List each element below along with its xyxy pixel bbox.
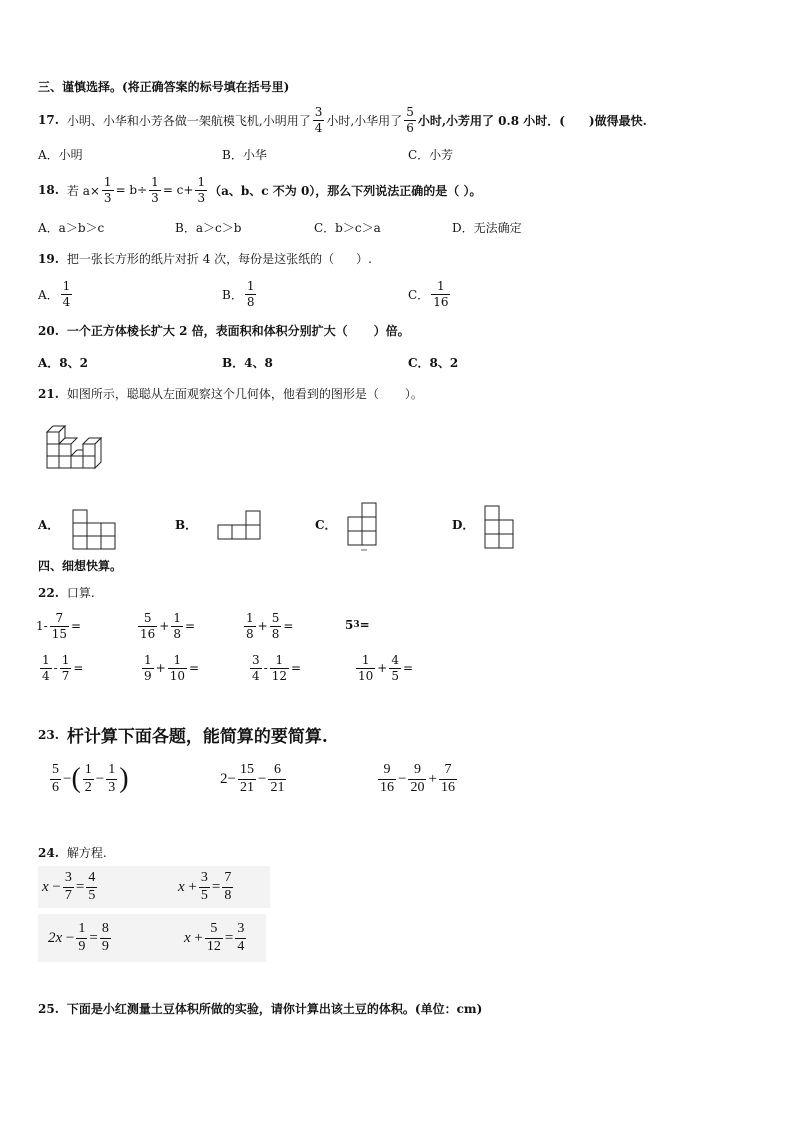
option-b: B．4、8 — [222, 356, 273, 370]
question-24 — [38, 844, 107, 861]
option-d-shape — [484, 505, 516, 549]
question-number: 23. — [38, 727, 59, 742]
question-text: 若 a× — [66, 183, 100, 198]
option-a: A．a＞b＞c — [38, 221, 105, 235]
question-25 — [38, 1000, 482, 1017]
question-text: 小明、小华和小芳各做一架航模飞机,小明用了 — [66, 113, 311, 128]
question-21 — [38, 385, 423, 402]
option-b: B． — [175, 518, 198, 532]
question-text: 小时,小芳用了 0.8 小时．( — [417, 113, 565, 128]
option-b-shape — [217, 510, 261, 540]
fraction: $\frac{1}{8}$ — [246, 278, 255, 309]
fraction: $\frac{5}{6}$ — [406, 104, 414, 135]
question-number: 18. — [38, 183, 59, 197]
question-22 — [38, 584, 95, 601]
equation: 2x − $\frac{1}{9}$ = $\frac{8}{9}$ — [48, 920, 109, 954]
calc-expression: 1- $\frac{7}{15}$ = — [36, 610, 82, 641]
question-text: 如图所示，聪聪从左面观察这个几何体，他看到的图形是（ — [66, 387, 379, 401]
question-text: ）。 — [404, 387, 423, 401]
option-d: D．无法确定 — [452, 221, 522, 235]
fraction: $\frac{1}{16}$ — [433, 278, 449, 309]
section-title-4: 四、细想快算。 — [38, 559, 123, 573]
option-a: A． — [38, 518, 60, 532]
fraction: $\frac{3}{4}$ — [314, 104, 323, 135]
calc-expression: $\frac{1}{9}$ + $\frac{1}{10}$ = — [144, 652, 200, 683]
calc-expression: $\frac{1}{4}$ - $\frac{1}{7}$ = — [42, 652, 84, 683]
calc-expression: $\frac{1}{8}$ + $\frac{5}{8}$ = — [246, 610, 294, 641]
question-number: 17. — [38, 113, 59, 127]
question-number: 25. — [38, 1001, 59, 1016]
question-text: 下面是小红测量土豆体积所做的实验，请你计算出该土豆的体积。(单位：cm) — [66, 1002, 483, 1016]
option-b: B．小华 — [222, 148, 267, 162]
option-c: C．小芳 — [408, 148, 454, 162]
fraction: $\frac{1}{3}$ — [103, 174, 112, 205]
question-text: 小时,小华用了 — [326, 113, 403, 128]
question-text: （a、b、c 不为 0），那么下列说法正确的是（ ）。 — [209, 183, 482, 198]
option-c: C． — [315, 518, 337, 532]
question-number: 22. — [38, 585, 59, 600]
question-text: 口算. — [66, 586, 95, 600]
question-23 — [38, 722, 328, 747]
option-a: A．8、2 — [38, 356, 89, 370]
option-d: D． — [452, 518, 475, 532]
question-text: )做得最快. — [588, 113, 647, 128]
option-a: A．小明 — [38, 148, 83, 162]
calc-expression: $\frac{5}{6}$ − ( $\frac{1}{2}$ − $\frac{1}{3}$ ) — [52, 761, 129, 795]
fraction: $\frac{1}{3}$ — [197, 174, 206, 205]
calc-expression: $\frac{1}{10}$ + $\frac{4}{5}$ = — [358, 652, 414, 683]
option-a-shape — [72, 509, 116, 551]
equation: x + $\frac{5}{12}$ = $\frac{3}{4}$ — [184, 920, 245, 954]
question-text: 解方程. — [66, 846, 107, 860]
question-text: = b÷ — [115, 183, 148, 197]
calc-expression: $\frac{5}{16}$ + $\frac{1}{8}$ = — [140, 610, 196, 641]
cube-figure — [44, 424, 104, 474]
question-17 — [38, 102, 647, 138]
equation: x − $\frac{3}{7}$ = $\frac{4}{5}$ — [42, 869, 96, 903]
option-b: B．a＞c＞b — [175, 221, 242, 235]
question-text: 把一张长方形的纸片对折 4 次，每份是这张纸的（ — [66, 252, 335, 266]
fraction: $\frac{1}{4}$ — [62, 278, 71, 309]
question-text: 一个正方体棱长扩大 2 倍，表面积和体积分别扩大（ — [66, 324, 348, 338]
question-19 — [38, 250, 372, 267]
option-c: C．b＞c＞a — [314, 221, 381, 235]
equation: x + $\frac{3}{5}$ = $\frac{7}{8}$ — [178, 869, 232, 903]
calc-expression: $\frac{3}{4}$ - $\frac{1}{12}$ = — [252, 652, 302, 683]
question-text: 杆计算下面各题，能简算的要简算. — [66, 727, 328, 747]
calc-expression: 2− $\frac{15}{21}$ − $\frac{6}{21}$ — [220, 761, 285, 795]
option-c-shape — [347, 502, 379, 552]
question-number: 19. — [38, 251, 59, 266]
question-number: 24. — [38, 845, 59, 860]
question-text: ）倍。 — [373, 324, 410, 338]
question-text: = c+ — [162, 183, 194, 197]
question-text: ）. — [356, 252, 372, 266]
calc-expression: $\frac{9}{16}$ − $\frac{9}{20}$ + $\frac{7}{16}$ — [380, 761, 455, 795]
option-c: C． $\frac{1}{16}$ — [408, 278, 449, 309]
option-a: A． $\frac{1}{4}$ — [38, 278, 71, 309]
question-number: 21. — [38, 386, 59, 401]
fraction: $\frac{1}{3}$ — [151, 174, 159, 205]
question-18 — [38, 172, 481, 208]
option-b: B． $\frac{1}{8}$ — [222, 278, 255, 309]
calc-expression: 5 3 = — [345, 618, 370, 632]
question-20 — [38, 322, 410, 339]
question-number: 20. — [38, 323, 59, 338]
section-title-3: 三、谨慎选择。(将正确答案的标号填在括号里) — [38, 80, 290, 94]
option-c: C．8、2 — [408, 356, 459, 370]
